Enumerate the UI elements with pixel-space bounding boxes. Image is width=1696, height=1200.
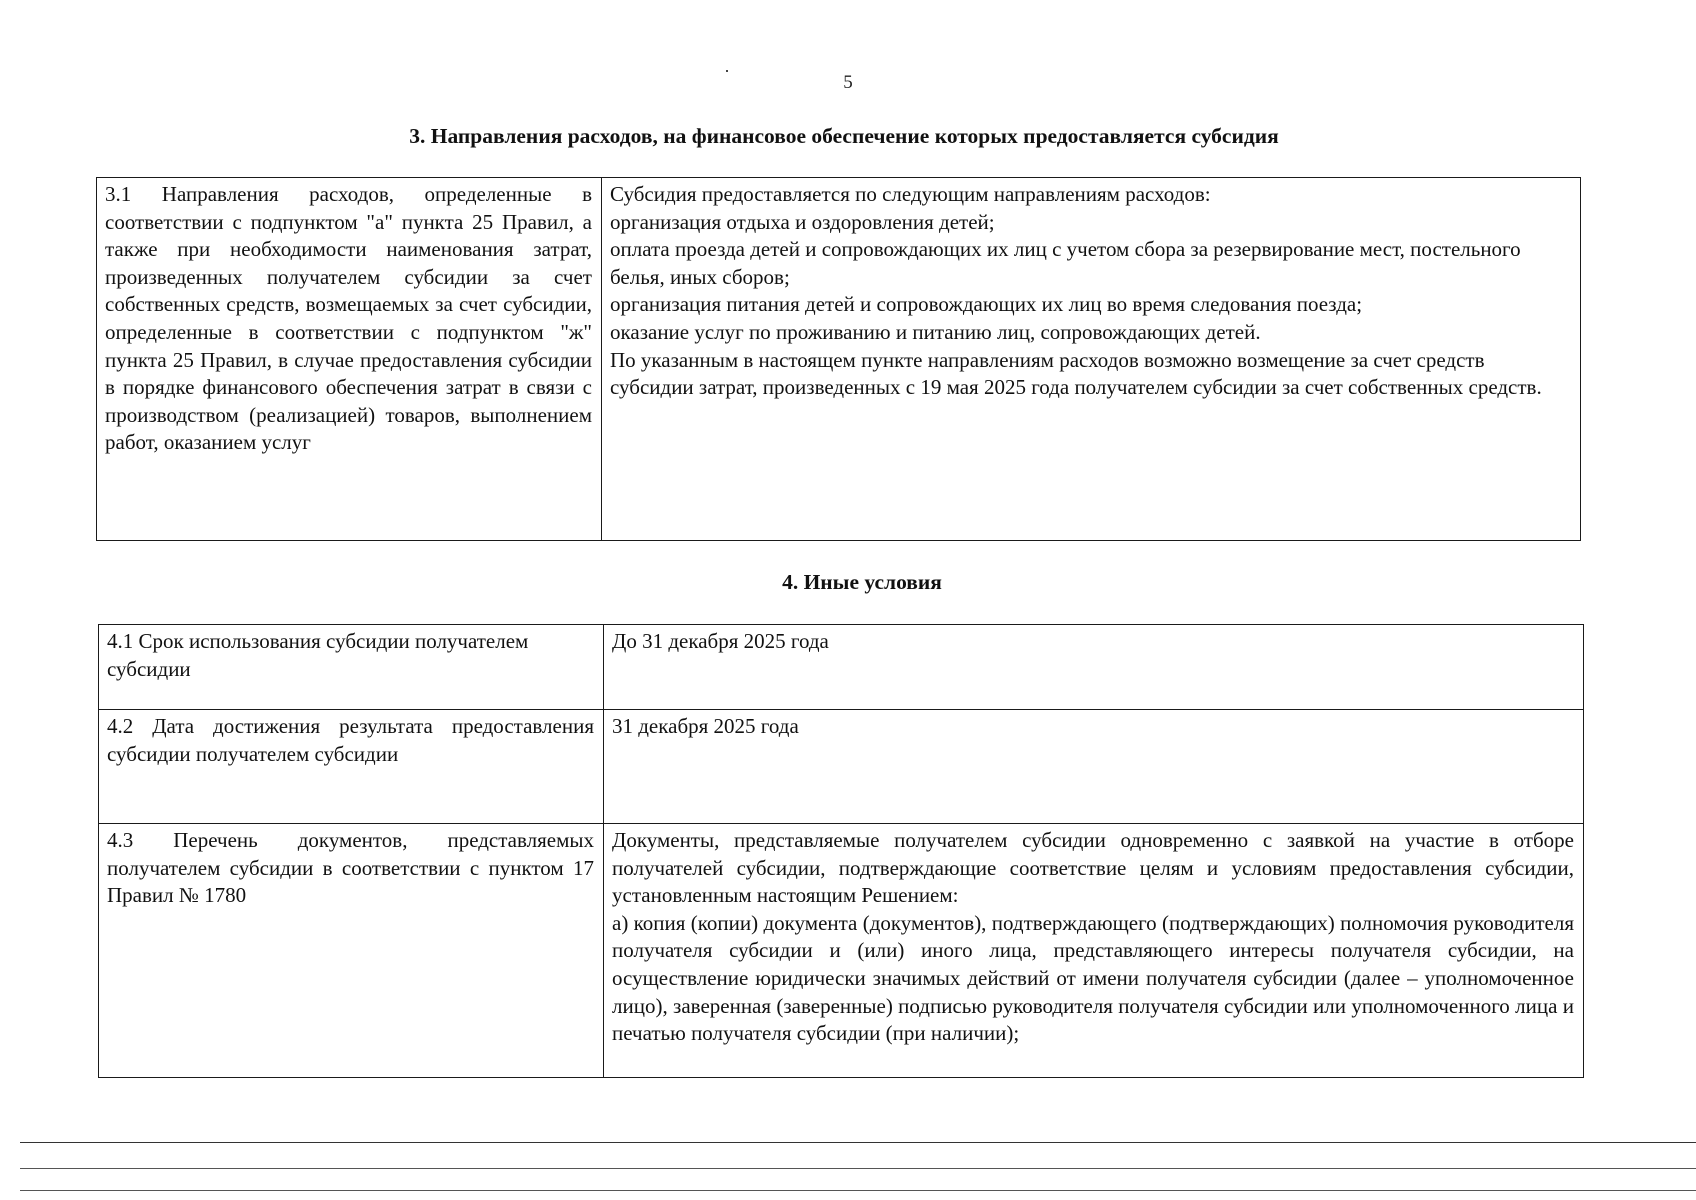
content-line: оплата проезда детей и сопровождающих их лиц с учетом сбора за резервирование мест, постельного белья, иных сборов; <box>610 237 1521 289</box>
table-row <box>99 710 1584 824</box>
row-4-1-label: 4.1 Срок использования субсидии получателем субсидии <box>99 625 604 710</box>
content-line: Субсидия предоставляется по следующим направлениям расходов: <box>610 182 1211 206</box>
table-row <box>97 178 1581 541</box>
row-3-1-label: 3.1 Направления расходов, определенные в соответствии с подпунктом "а" пункта 25 Правил, а также при необходимости наименования затрат, произведенных получателем субсидии за счет собственных средств, возмещаемых за счет субсидии, определенные в соответствии с подпунктом "ж" пункта 25 Правил, в случае предоставления субсидии в порядке финансового обеспечения затрат в связи с производством (реализацией) товаров, выполнением работ, оказанием услуг <box>97 178 602 541</box>
section-3-table <box>96 177 1581 541</box>
content-paragraph: Документы, представляемые получателем субсидии одновременно с заявкой на участие в отборе получателей субсидии, подтверждающие соответствие целям и условиям предоставления субсидии, установленным настоящим Решением: <box>612 828 1574 908</box>
row-4-3-label: 4.3 Перечень документов, представляемых получателем субсидии в соответствии с пунктом 17 Правил № 1780 <box>99 824 604 1078</box>
row-3-1-content <box>602 178 1581 541</box>
content-paragraph: а) копия (копии) документа (документов), подтверждающего (подтверждающих) полномочия руководителя получателя субсидии и (или) иного лица, представляющего интересы получателя субсидии, на осуществление юридически значимых действий от имени получателя субсидии (далее – уполномоченное лицо), заверенная (заверенные) подписью руководителя получателя субсидии или уполномоченного лица и печатью получателя субсидии (при наличии); <box>612 910 1574 1046</box>
footer-rule <box>20 1142 1696 1143</box>
content-line: оказание услуг по проживанию и питанию лиц, сопровождающих детей. <box>610 319 1261 344</box>
content-line: организация питания детей и сопровождающих их лиц во время следования поезда; <box>610 292 1363 317</box>
row-4-3-content <box>604 824 1584 1078</box>
section-3-title: 3. Направления расходов, на финансовое обеспечение которых предоставляется субсидия <box>409 124 1279 148</box>
row-4-1-value: До 31 декабря 2025 года <box>604 625 1584 710</box>
footer-rule <box>20 1190 1696 1191</box>
section-4-table <box>98 624 1584 1078</box>
section-4-title: 4. Иные условия <box>782 570 942 594</box>
table-row <box>99 824 1584 1078</box>
row-4-2-label: 4.2 Дата достижения результата предоставления субсидии получателем субсидии <box>99 710 604 824</box>
footer-rule <box>20 1168 1696 1169</box>
content-line: организация отдыха и оздоровления детей; <box>610 209 995 234</box>
row-4-2-value: 31 декабря 2025 года <box>604 710 1584 824</box>
table-row <box>99 625 1584 710</box>
content-line: По указанным в настоящем пункте направлениям расходов возможно возмещение за счет средств субсидии затрат, произведенных с 19 мая 2025 года получателем субсидии за счет собственных средств. <box>610 347 1542 400</box>
page-number: 5 <box>843 72 853 93</box>
